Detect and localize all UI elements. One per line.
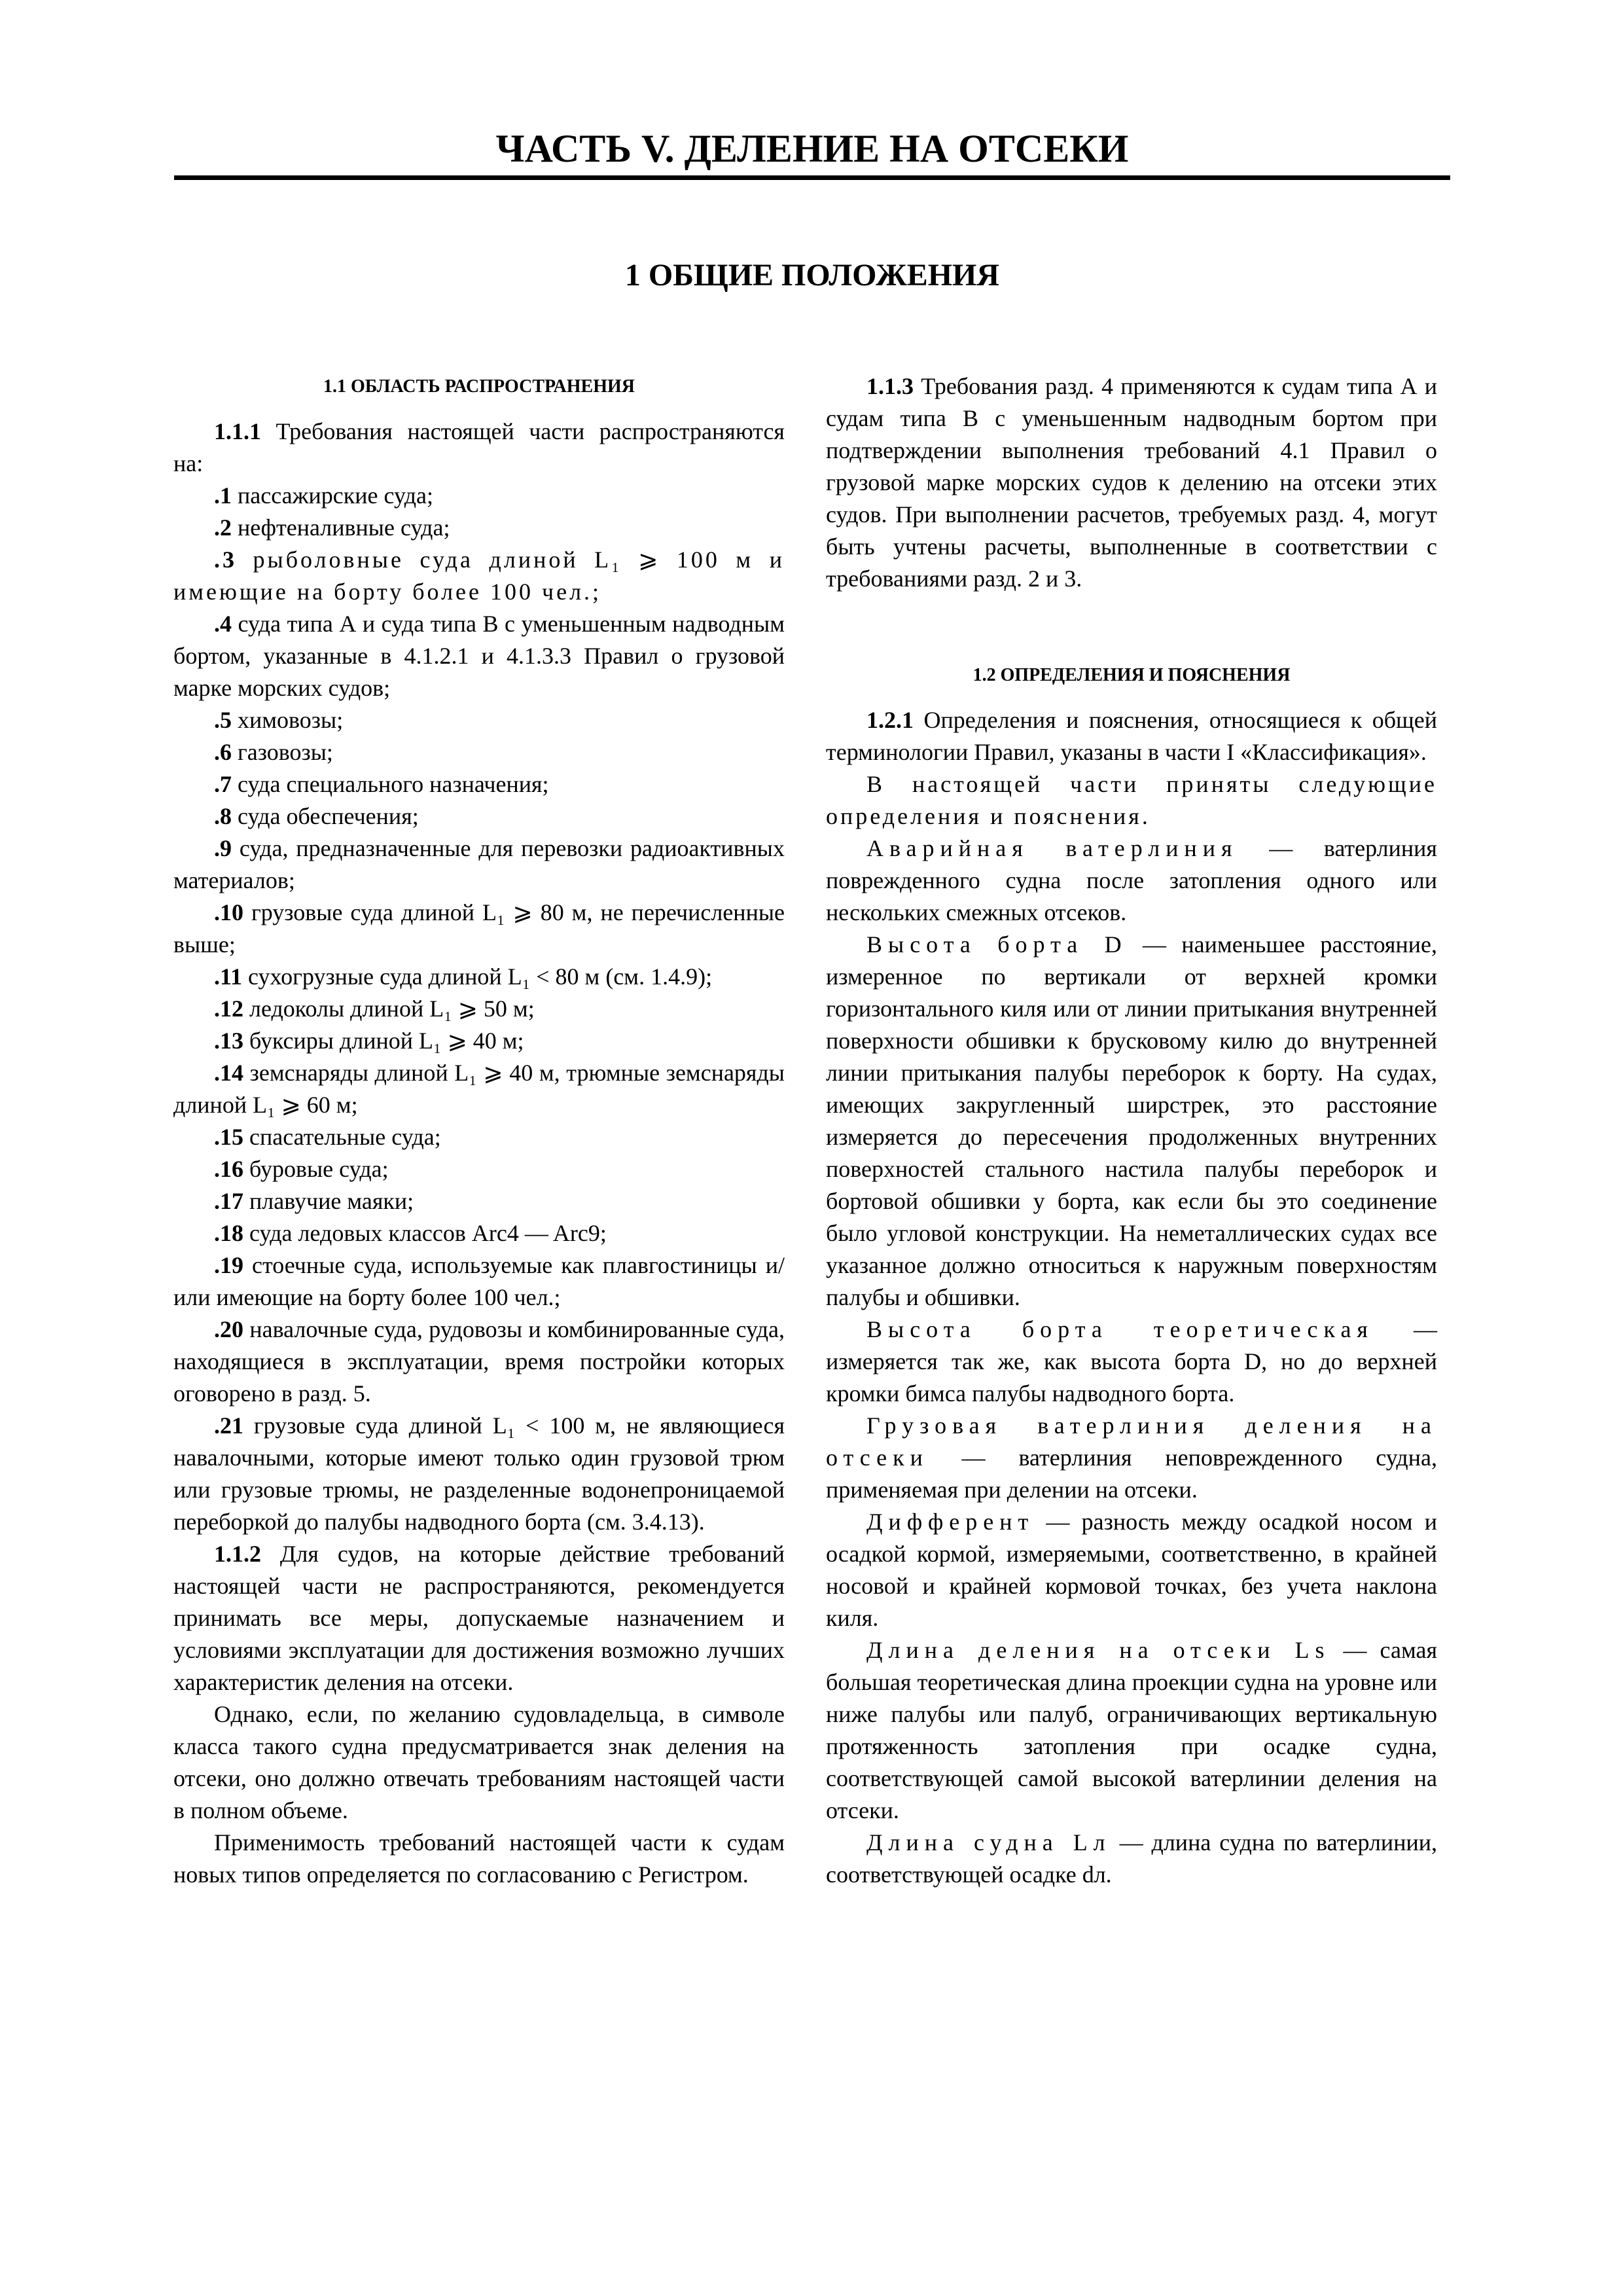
definition-text: — ватерлиния поврежденного судна после затопления одного или нескольких смежных отсеков.: [826, 835, 1437, 925]
definition: [826, 1410, 1437, 1506]
paragraph-however: Однако, если, по желанию судовладельца, в символе класса такого судна предусматривается знак деления на отсеки, оно должно отвечать требованиям настоящей части в полном объеме.: [173, 1701, 785, 1823]
definition-text: — разность между осадкой носом и осадкой кормой, измеряемыми, соответственно, в крайней носовой и крайней кормовой точках, без учета наклона киля.: [826, 1509, 1437, 1631]
definition-text: — ватерлиния неповрежденного судна, применяемая при делении на отсеки.: [826, 1444, 1437, 1503]
part-title: ЧАСТЬ V. ДЕЛЕНИЕ НА ОТСЕКИ: [495, 127, 1129, 170]
item-number: .3: [214, 547, 237, 573]
title-rule: [174, 175, 1450, 180]
item-text: буровые суда;: [243, 1156, 389, 1182]
clause-text: Определения и пояснения, относящиеся к общей терминологии Правил, указаны в части I «Классификация».: [826, 707, 1437, 765]
list-item: [173, 961, 785, 993]
item-text: плавучие маяки;: [243, 1188, 414, 1214]
item-text: навалочные суда, рудовозы и комбинированные суда, находящиеся в эксплуатации, время постройки которых оговорено в разд. 5.: [173, 1316, 785, 1407]
definition: [826, 1506, 1437, 1634]
item-text: нефтеналивные суда;: [232, 514, 450, 541]
item-number: .18: [214, 1220, 243, 1246]
list-item: [173, 897, 785, 961]
clause-text: Требования настоящей части распространяются на:: [173, 418, 785, 476]
definition-term: Аварийная ватерлиния: [866, 835, 1238, 861]
item-number: .7: [214, 771, 232, 797]
list-item: [173, 768, 785, 800]
list-item: [173, 1249, 785, 1314]
item-text: пассажирские суда;: [232, 482, 434, 509]
list-item: [173, 1410, 785, 1538]
list-item: [173, 1025, 785, 1057]
definition-term: Высота борта D: [866, 931, 1128, 958]
item-text: суда, предназначенные для перевозки радиоактивных материалов;: [173, 835, 785, 893]
definition: [826, 1634, 1437, 1827]
item-number: .8: [214, 803, 232, 829]
item-text: ледоколы длиной L₁ ⩾ 50 м;: [243, 996, 535, 1022]
definition-text: — длина судна по ватерлинии, соответствующей осадке dл.: [826, 1829, 1437, 1888]
definition-term: Высота борта теоретическая: [866, 1316, 1374, 1342]
item-text: стоечные суда, используемые как плавгостиницы и/или имеющие на борту более 100 чел.;: [173, 1252, 785, 1310]
item-number: .13: [214, 1028, 243, 1054]
clause-number: 1.2.1: [866, 707, 914, 733]
paragraph-intro: В настоящей части приняты следующие определения и пояснения.: [826, 771, 1437, 829]
list-item: [173, 1314, 785, 1410]
item-text: сухогрузные суда длиной L₁ < 80 м (см. 1.4.9);: [242, 963, 713, 990]
item-number: .1: [214, 482, 232, 509]
definition-text: — измеряется так же, как высота борта D, но до верхней кромки бимса палубы надводного борта.: [826, 1316, 1438, 1407]
heading-1-2: 1.2 ОПРЕДЕЛЕНИЯ И ПОЯСНЕНИЯ: [972, 665, 1291, 685]
item-number: .12: [214, 996, 243, 1022]
list-item: [173, 704, 785, 736]
paragraph-1-1-3: [826, 370, 1437, 595]
item-number: .4: [214, 611, 232, 637]
item-number: .20: [214, 1316, 243, 1342]
list-item: [173, 1121, 785, 1153]
paragraph-applicability: Применимость требований настоящей части к судам новых типов определяется по согласованию с Регистром.: [173, 1829, 785, 1888]
list-item: [173, 993, 785, 1025]
item-number: .10: [214, 899, 243, 925]
clause-number: 1.1.1: [214, 418, 261, 444]
list-item: [173, 833, 785, 897]
list-item: [173, 1153, 785, 1185]
item-text: газовозы;: [232, 739, 333, 765]
section-title: 1 ОБЩИЕ ПОЛОЖЕНИЯ: [624, 258, 1000, 293]
item-number: .9: [214, 835, 232, 861]
definition: [826, 833, 1437, 929]
item-text: суда ледовых классов Arc4 — Arc9;: [243, 1220, 607, 1246]
right-column: [826, 370, 1437, 1891]
item-text: спасательные суда;: [243, 1124, 441, 1150]
item-text: рыболовные суда длиной L₁ ⩾ 100 м и имеющие на борту более 100 чел.;: [173, 547, 785, 605]
definition-term: Длина судна Lл: [866, 1829, 1111, 1856]
item-number: .14: [214, 1060, 243, 1086]
list-item: [173, 736, 785, 768]
definition-term: Грузовая ватерлиния деления на отсеки: [826, 1412, 1437, 1471]
item-number: .17: [214, 1188, 243, 1214]
list-item: [173, 544, 785, 608]
heading-1-1: 1.1 ОБЛАСТЬ РАСПРОСТРАНЕНИЯ: [323, 376, 635, 397]
item-number: .5: [214, 707, 232, 733]
item-text: грузовые суда длиной L₁ < 100 м, не являющиеся навалочными, которые имеют только один грузовой трюм или грузовые трюмы, не разделенные водонепроницаемой переборкой до палубы надводного борта (см. 3.4.13).: [173, 1412, 785, 1535]
item-number: .21: [214, 1412, 243, 1439]
definition: [826, 929, 1437, 1314]
item-number: .2: [214, 514, 232, 541]
item-text: буксиры длиной L₁ ⩾ 40 м;: [243, 1028, 524, 1054]
definition-term: Дифферент: [866, 1509, 1035, 1535]
clause-text: Для судов, на которые действие требований настоящей части не распространяются, рекомендуется принимать все меры, допускаемые назначением и условиями эксплуатации для достижения возможно лучших характеристик деления на отсеки.: [173, 1541, 785, 1695]
list-item: [173, 1185, 785, 1217]
item-number: .6: [214, 739, 232, 765]
paragraph-1-2-1: [826, 704, 1437, 768]
list-item: [173, 608, 785, 704]
left-column: [173, 370, 785, 1891]
item-number: .11: [214, 963, 243, 990]
definition: [826, 1314, 1437, 1410]
item-text: суда обеспечения;: [232, 803, 419, 829]
definition-text: — наименьшее расстояние, измеренное по вертикали от верхней кромки горизонтального киля или от линии притыкания внутренней поверхности обшивки к брусковому килю до внутренней линии притыкания палубы переборок к борту. На судах, имеющих закругленный ширстрек, это расстояние измеряется до пересечения продолженных внутренних поверхностей стального настила палубы переборок и бортовой обшивки у борта, как если бы это соединение было угловой конструкции. На неметаллических судах все указанное должно относиться к наружным поверхностям палубы и обшивки.: [826, 931, 1437, 1310]
definition: [826, 1827, 1437, 1891]
list-item: [173, 1057, 785, 1121]
list-item: [173, 1217, 785, 1249]
definition-text: — самая большая теоретическая длина проекции судна на уровне или ниже палубы или палуб, ограничивающих вертикальную протяженность затопления при осадке судна, соответствующей самой высокой ватерлинии деления на отсеки.: [826, 1637, 1438, 1823]
item-text: суда типа А и суда типа В с уменьшенным надводным бортом, указанные в 4.1.2.1 и 4.1.3.3 Правил о грузовой марке морских судов;: [173, 611, 785, 701]
item-number: .19: [214, 1252, 243, 1278]
item-text: грузовые суда длиной L₁ ⩾ 80 м, не перечисленные выше;: [173, 899, 785, 958]
clause-number: 1.1.3: [866, 373, 914, 399]
list-item: [173, 512, 785, 544]
clause-text: Требования разд. 4 применяются к судам типа А и судам типа В с уменьшенным надводным бортом при подтверждении выполнения требований 4.1 Правил о грузовой марке морских судов к делению на отсеки этих судов. При выполнении расчетов, требуемых разд. 4, могут быть учтены расчеты, выполненные в соответствии с требованиями разд. 2 и 3.: [826, 373, 1437, 592]
item-number: .16: [214, 1156, 243, 1182]
item-text: земснаряды длиной L₁ ⩾ 40 м, трюмные земснаряды длиной L₁ ⩾ 60 м;: [173, 1060, 785, 1118]
item-text: суда специального назначения;: [232, 771, 549, 797]
list-item: [173, 800, 785, 833]
item-text: химовозы;: [232, 707, 344, 733]
clause-number: 1.1.2: [214, 1541, 261, 1567]
definition-term: Длина деления на отсеки Ls: [866, 1637, 1330, 1663]
item-number: .15: [214, 1124, 243, 1150]
paragraph-1-1-1: [173, 416, 785, 480]
list-item: [173, 480, 785, 512]
paragraph-1-1-2: [173, 1538, 785, 1698]
